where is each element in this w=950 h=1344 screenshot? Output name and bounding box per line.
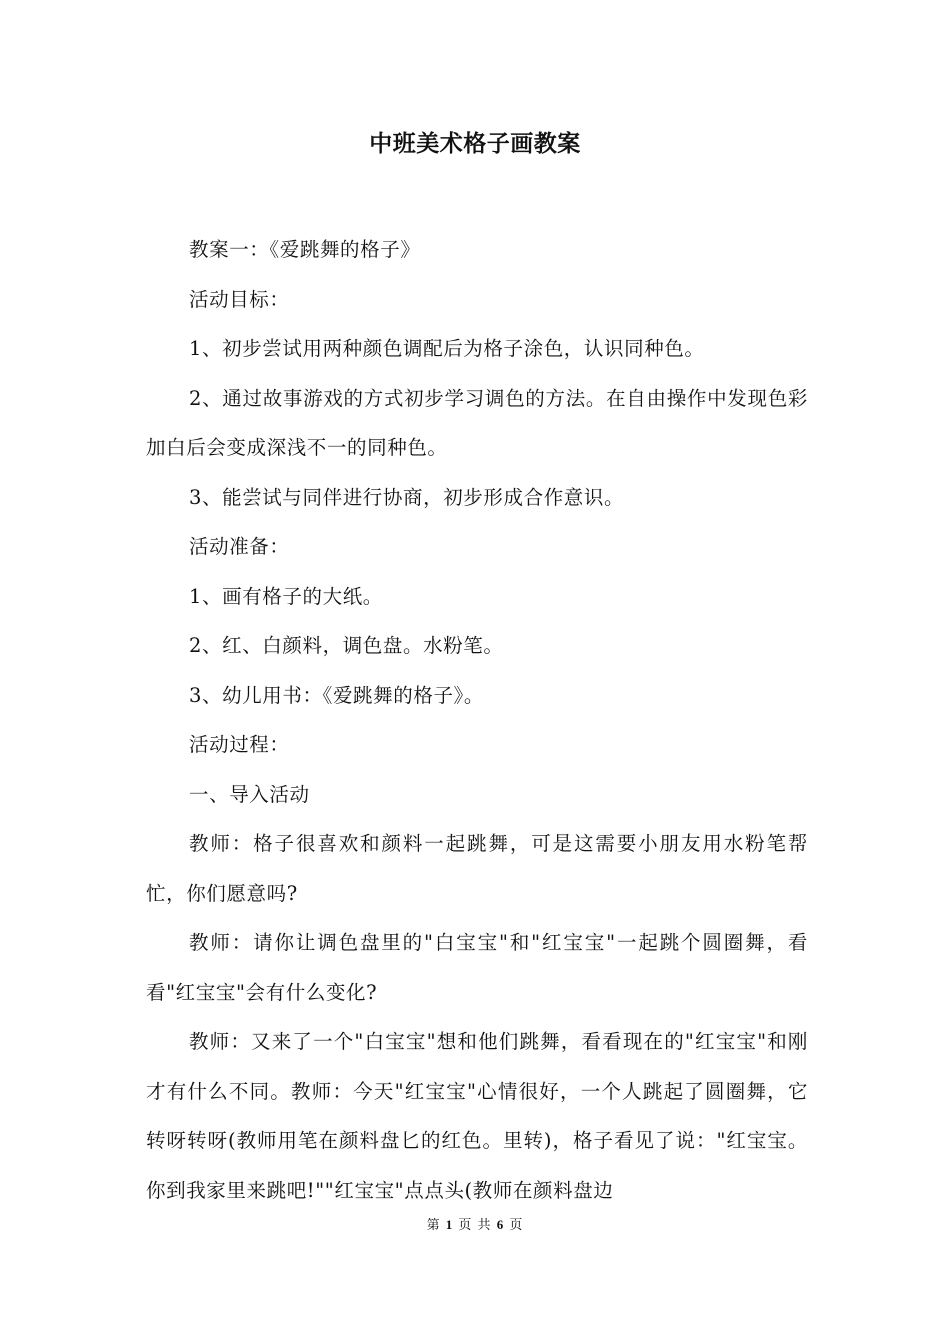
document-body: [146, 225, 808, 1215]
paragraph: 活动过程：: [189, 733, 290, 756]
paragraph: 活动准备：: [189, 535, 290, 558]
document-title: 中班美术格子画教案: [369, 130, 581, 157]
paragraph: 教师：又来了一个"白宝宝"想和他们跳舞，看看现在的"红宝宝"和刚才有什么不同。教师：今天"红宝宝"心情很好，一个人跳起了圆圈舞，它转呀转呀(教师用笔在颜料盘匕的红色。里转)，格子看见了说："红宝宝。你到我家里来跳吧!""红宝宝"点点头(教师在颜料盘边: [146, 1030, 808, 1202]
paragraph: 2、红、白颜料，调色盘。水粉笔。: [189, 634, 504, 657]
paragraph: 活动目标：: [189, 287, 290, 311]
paragraph: 一、导入活动: [189, 782, 310, 806]
total-page-count: 6: [496, 1217, 505, 1232]
paragraph: 1、画有格子的大纸。: [189, 584, 383, 608]
current-page-number: 1: [445, 1217, 454, 1232]
footer-prefix: 第: [426, 1218, 441, 1233]
footer-middle: 页 共: [458, 1218, 492, 1233]
paragraph: 3、能尝试与同伴进行协商，初步形成合作意识。: [189, 485, 625, 509]
footer-suffix: 页: [509, 1218, 524, 1233]
paragraph: 2、通过故事游戏的方式初步学习调色的方法。在自由操作中发现色彩加白后会变成深浅不一的同种色。: [146, 386, 808, 459]
paragraph: 教案一：《爱跳舞的格子》: [189, 238, 421, 261]
page-footer: [0, 1215, 950, 1236]
paragraph: 教师：格子很喜欢和颜料一起跳舞，可是这需要小朋友用水粉笔帮忙，你们愿意吗?: [146, 832, 808, 905]
paragraph: 3、幼儿用书：《爱跳舞的格子》。: [189, 683, 485, 707]
paragraph: 教师：请你让调色盘里的"白宝宝"和"红宝宝"一起跳个圆圈舞，看看"红宝宝"会有什么变化?: [146, 931, 808, 1004]
paragraph: 1、初步尝试用两种颜色调配后为格子涂色，认识同种色。: [189, 337, 705, 360]
